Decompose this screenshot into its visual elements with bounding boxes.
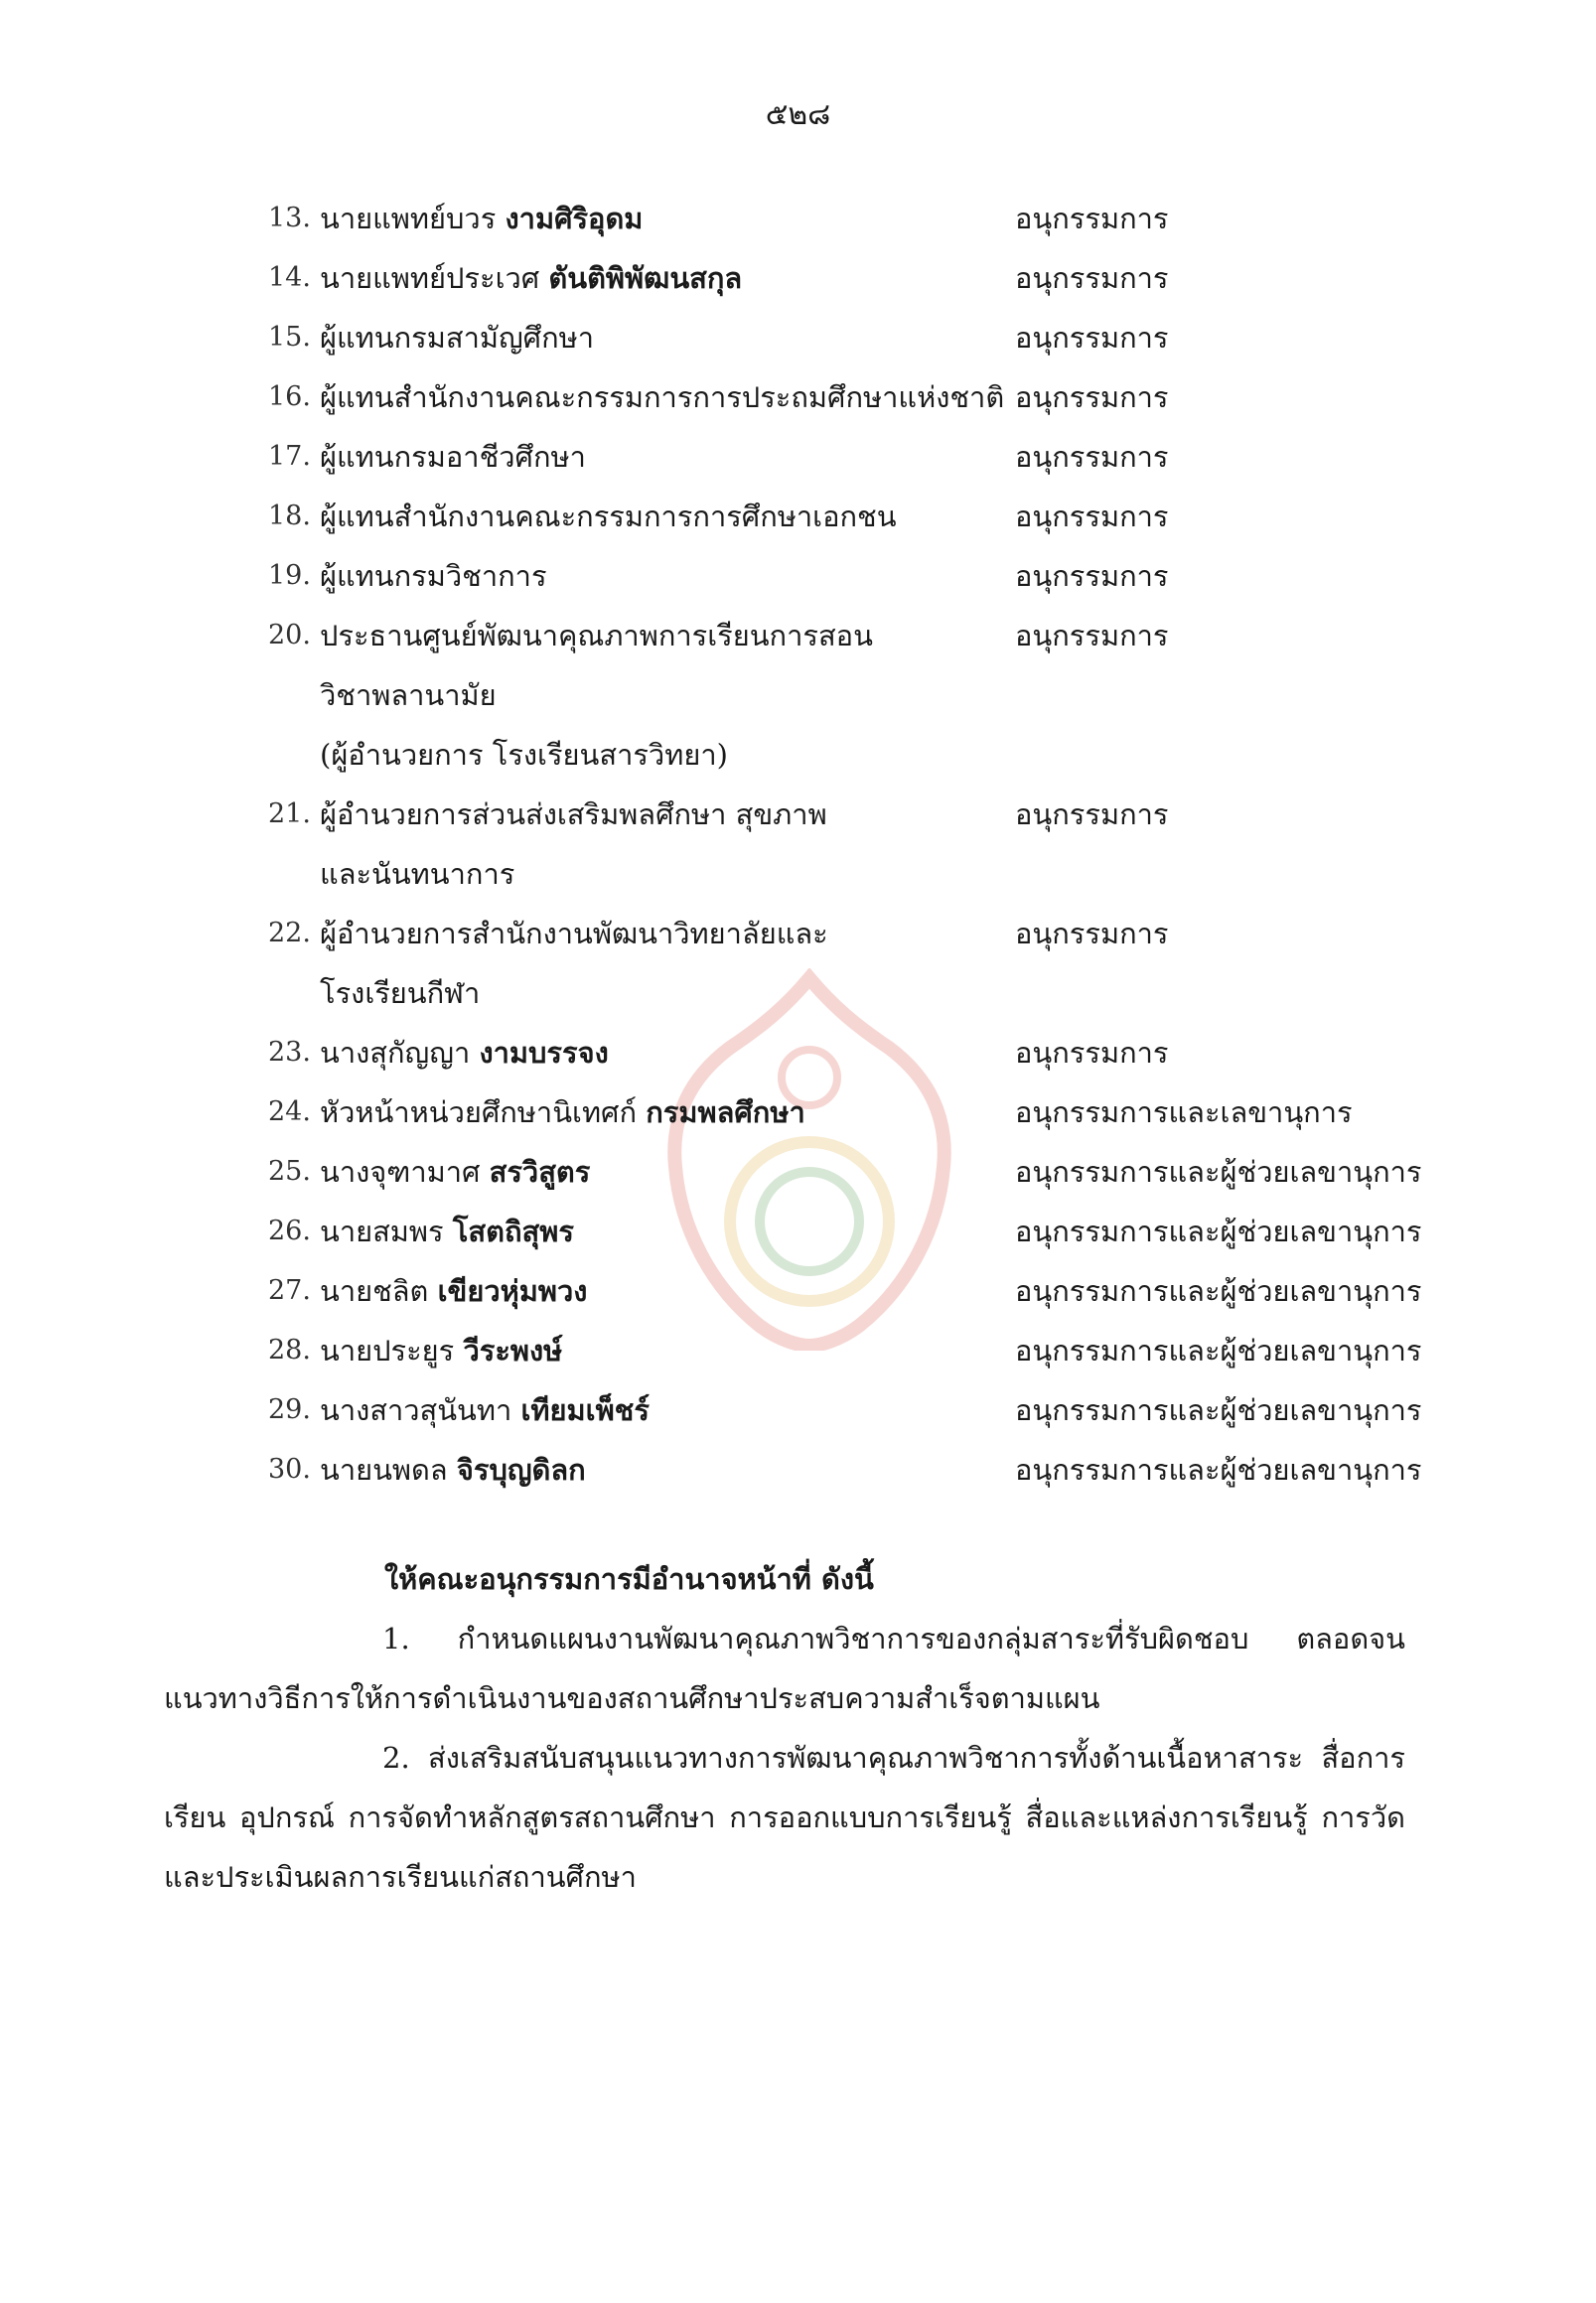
member-name-text: ผู้แทนสำนักงานคณะกรรมการการประถมศึกษาแห่งชาติ — [320, 380, 1005, 414]
member-name — [320, 606, 1015, 785]
member-row — [268, 546, 1400, 606]
member-name-continuation: (ผู้อำนวยการ โรงเรียนสารวิทยา) — [320, 738, 728, 772]
member-role: อนุกรรมการและผู้ช่วยเลขานุการ — [1015, 1334, 1422, 1367]
member-name-continuation: โรงเรียนกีฬา — [320, 976, 481, 1010]
member-number: 23. — [268, 1037, 311, 1068]
member-name-continuation: วิชาพลานามัย — [320, 678, 497, 712]
member-name-bold: เทียมเพ็ชร์ — [520, 1393, 650, 1427]
member-role: อนุกรรมการ — [1015, 440, 1169, 474]
member-number: 21. — [268, 798, 311, 829]
member-name-bold: งามบรรจง — [479, 1036, 609, 1070]
member-row — [268, 1380, 1422, 1440]
member-number: 24. — [268, 1096, 311, 1127]
member-role: อนุกรรมการและผู้ช่วยเลขานุการ — [1015, 1393, 1422, 1427]
member-name-bold: งามศิริอุดม — [505, 202, 644, 235]
member-role: อนุกรรมการ — [1015, 321, 1169, 355]
member-name-bold: เขียวหุ่มพวง — [437, 1274, 588, 1308]
member-name — [320, 1321, 1015, 1380]
member-role: อนุกรรมการ — [1015, 619, 1169, 652]
member-name — [320, 189, 1015, 248]
member-row — [268, 367, 1400, 427]
member-name-text: นายประยูร — [320, 1334, 455, 1367]
member-name-text: นายแพทย์บวร — [320, 202, 497, 235]
member-row — [268, 1142, 1422, 1202]
member-name-text: ผู้อำนวยการสำนักงานพัฒนาวิทยาลัยและ — [320, 917, 828, 950]
member-name-bold: จิรบุญดิลก — [456, 1453, 586, 1487]
member-role: อนุกรรมการ — [1015, 202, 1169, 235]
member-name — [320, 427, 1015, 487]
member-name — [320, 785, 1015, 904]
member-name — [320, 1082, 1015, 1142]
duties-section — [164, 1549, 1405, 1907]
member-name — [320, 308, 1015, 367]
duties-intro: ให้คณะอนุกรรมการมีอำนาจหน้าที่ ดังนี้ — [384, 1562, 874, 1596]
member-row — [268, 904, 1400, 1023]
member-name — [320, 487, 1015, 546]
member-row — [268, 785, 1400, 904]
member-number: 15. — [268, 322, 311, 353]
member-name-text: ผู้แทนสำนักงานคณะกรรมการการศึกษาเอกชน — [320, 500, 897, 533]
member-role: อนุกรรมการ — [1015, 797, 1169, 831]
member-name-text: นายสมพร — [320, 1215, 444, 1248]
member-row — [268, 1082, 1400, 1142]
member-number: 14. — [268, 262, 311, 293]
member-number: 29. — [268, 1394, 311, 1425]
member-role: อนุกรรมการ — [1015, 1036, 1169, 1070]
member-name — [320, 1261, 1015, 1321]
member-number: 20. — [268, 620, 311, 650]
member-name-text: ผู้แทนกรมอาชีวศึกษา — [320, 440, 586, 474]
member-name-bold: สรวิสูตร — [489, 1155, 591, 1189]
member-name — [320, 1142, 1015, 1202]
member-row — [268, 248, 1400, 308]
member-role: อนุกรรมการ — [1015, 380, 1169, 414]
member-number: 22. — [268, 918, 311, 948]
member-role: อนุกรรมการและผู้ช่วยเลขานุการ — [1015, 1155, 1422, 1189]
duty-item-1: 1. กำหนดแผนงานพัฒนาคุณภาพวิชาการของกลุ่มสาระที่รับผิดชอบ ตลอดจนแนวทางวิธีการให้การดำเนินงานของสถานศึกษาประสบความสำเร็จตามแผน — [164, 1622, 1405, 1715]
member-row — [268, 308, 1400, 367]
member-row — [268, 487, 1400, 546]
member-number: 19. — [268, 560, 311, 591]
member-row — [268, 189, 1400, 248]
member-number: 16. — [268, 381, 311, 412]
member-name-bold: กรมพลศึกษา — [646, 1095, 805, 1129]
member-name — [320, 248, 1015, 308]
member-row — [268, 606, 1400, 785]
member-name-text: ผู้อำนวยการส่วนส่งเสริมพลศึกษา สุขภาพ — [320, 797, 827, 831]
duty-item-2: 2. ส่งเสริมสนับสนุนแนวทางการพัฒนาคุณภาพวิชาการทั้งด้านเนื้อหาสาระ สื่อการเรียน อุปกรณ์ การจัดทำหลักสูตรสถานศึกษา การออกแบบการเรียนรู้ สื่อและแหล่งการเรียนรู้ การวัดและประเมินผลการเรียนแก่สถานศึกษา — [164, 1741, 1405, 1894]
member-name-text: นายนพดล — [320, 1453, 448, 1487]
page-number: ๕๒๘ — [765, 97, 831, 132]
member-name-text: ประธานศูนย์พัฒนาคุณภาพการเรียนการสอน — [320, 619, 873, 652]
member-name — [320, 1440, 1015, 1500]
member-number: 30. — [268, 1454, 311, 1485]
member-role: อนุกรรมการ — [1015, 261, 1169, 295]
member-number: 27. — [268, 1275, 311, 1306]
member-row — [268, 1321, 1422, 1380]
member-name — [320, 367, 1015, 427]
member-row — [268, 1202, 1422, 1261]
member-role: อนุกรรมการและผู้ช่วยเลขานุการ — [1015, 1453, 1422, 1487]
member-row — [268, 1440, 1422, 1500]
member-name-text: ผู้แทนกรมสามัญศึกษา — [320, 321, 595, 355]
member-name-text: นางสุกัญญา — [320, 1036, 471, 1070]
member-number: 13. — [268, 203, 311, 233]
member-name — [320, 1380, 1015, 1440]
member-name-text: นางสาวสุนันทา — [320, 1393, 512, 1427]
member-name — [320, 1023, 1015, 1082]
member-number: 17. — [268, 441, 311, 472]
member-name — [320, 546, 1015, 606]
member-row — [268, 1261, 1422, 1321]
member-number: 25. — [268, 1156, 311, 1187]
member-role: อนุกรรมการและเลขานุการ — [1015, 1095, 1353, 1129]
member-name-continuation: และนันทนาการ — [320, 857, 515, 891]
member-row — [268, 427, 1400, 487]
member-row — [268, 1023, 1400, 1082]
member-name-text: ผู้แทนกรมวิชาการ — [320, 559, 547, 593]
member-name-text: นายแพทย์ประเวศ — [320, 261, 540, 295]
member-number: 18. — [268, 501, 311, 531]
member-list — [268, 189, 1422, 1500]
member-role: อนุกรรมการ — [1015, 559, 1169, 593]
member-role: อนุกรรมการและผู้ช่วยเลขานุการ — [1015, 1215, 1422, 1248]
member-name-text: หัวหน้าหน่วยศึกษานิเทศก์ — [320, 1095, 638, 1129]
member-name — [320, 904, 1015, 1023]
member-role: อนุกรรมการและผู้ช่วยเลขานุการ — [1015, 1274, 1422, 1308]
member-name — [320, 1202, 1015, 1261]
member-number: 26. — [268, 1216, 311, 1246]
member-role: อนุกรรมการ — [1015, 500, 1169, 533]
member-number: 28. — [268, 1335, 311, 1366]
member-name-bold: ตันติพิพัฒนสกุล — [548, 261, 743, 295]
member-name-bold: วีระพงษ์ — [463, 1334, 563, 1367]
member-role: อนุกรรมการ — [1015, 917, 1169, 950]
member-name-bold: โสตถิสุพร — [452, 1215, 574, 1248]
member-name-text: นายชลิต — [320, 1274, 429, 1308]
member-name-text: นางจุฑามาศ — [320, 1155, 481, 1189]
